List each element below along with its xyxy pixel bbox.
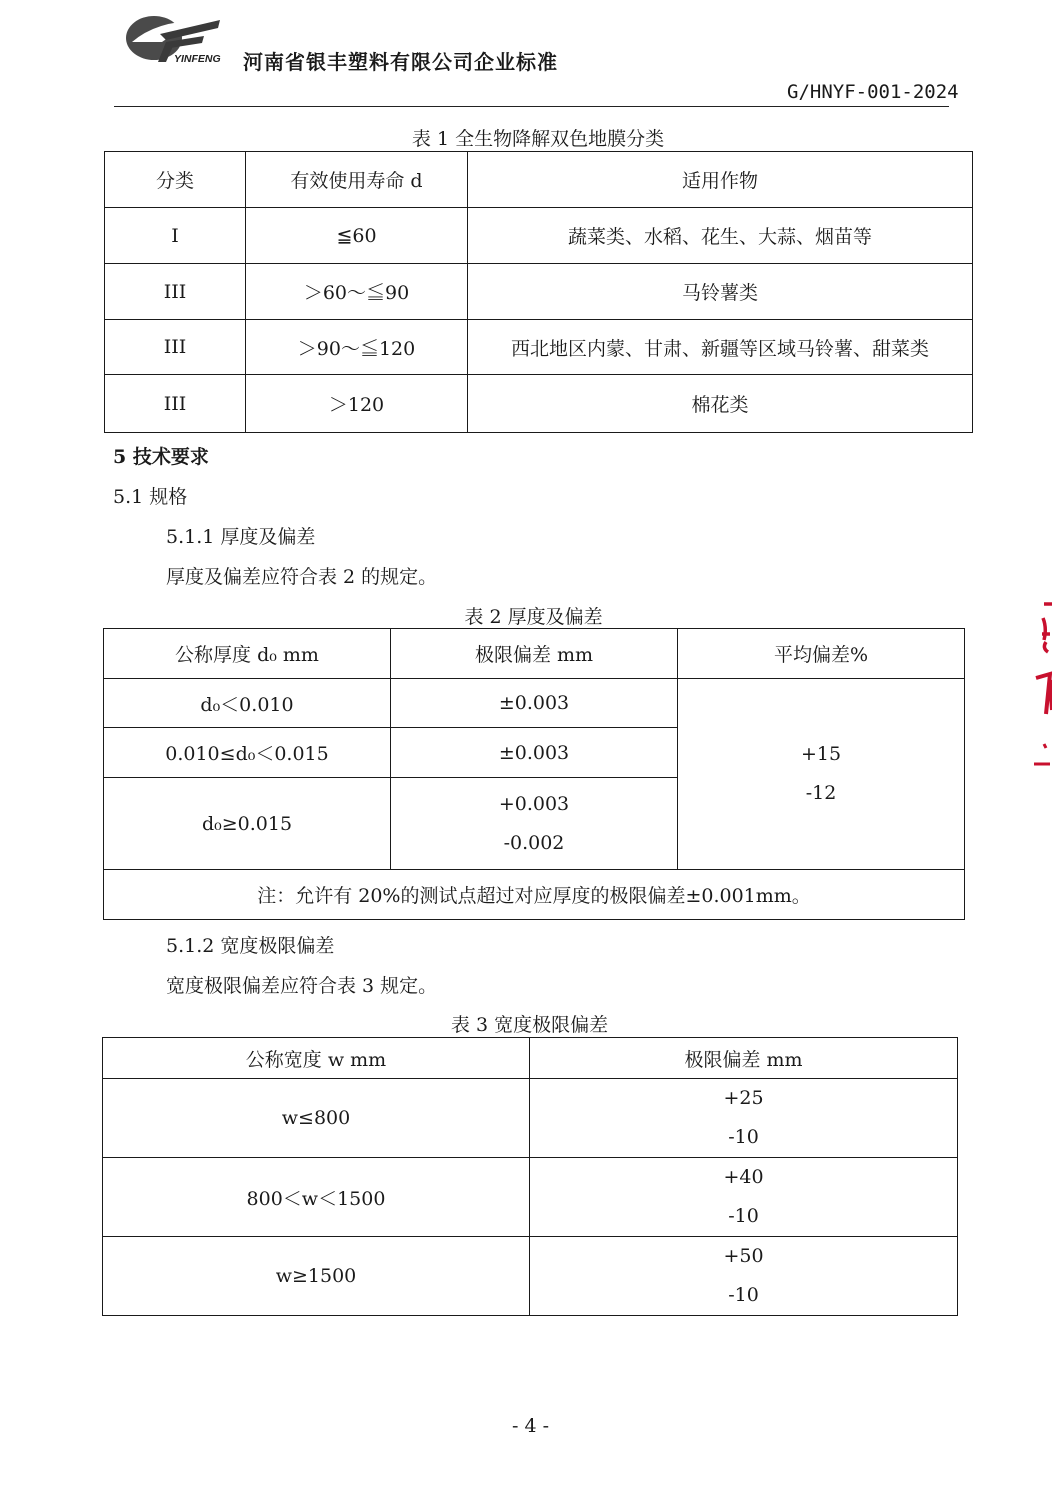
deviation-minus: -0.002 — [503, 831, 565, 854]
table-cell: ±0.003 — [391, 679, 678, 728]
table-row — [104, 679, 965, 728]
deviation-plus: +0.003 — [498, 792, 570, 815]
logo-text: YINFENG — [174, 53, 221, 65]
subsection-title: 5.1 规格 — [113, 486, 188, 508]
table-row — [105, 320, 973, 375]
table-cell: w≥1500 — [103, 1237, 530, 1316]
table1-caption: 表 1 全生物降解双色地膜分类 — [411, 128, 665, 150]
table1-header-cell: 分类 — [105, 152, 246, 208]
table-cell: w≤800 — [103, 1079, 530, 1158]
table3-header-cell: 公称宽度 w mm — [103, 1038, 530, 1079]
table-cell: ≦60 — [246, 208, 468, 264]
paragraph: 厚度及偏差应符合表 2 的规定。 — [166, 566, 438, 588]
table1 — [104, 151, 973, 433]
table-cell: 0.010≤d₀＜0.015 — [104, 728, 391, 778]
table1-header-row — [105, 152, 973, 208]
table-cell: 800＜w＜1500 — [103, 1158, 530, 1237]
table1-header-cell: 有效使用寿命 d — [246, 152, 468, 208]
table2-header-cell: 公称厚度 d₀ mm — [104, 629, 391, 679]
table-cell: d₀≥0.015 — [104, 778, 391, 870]
table-cell — [530, 1079, 958, 1158]
deviation-minus: -10 — [728, 1126, 759, 1148]
table-cell: 棉花类 — [468, 375, 973, 433]
subsection-title: 5.1.1 厚度及偏差 — [166, 526, 316, 548]
table-cell: III — [105, 375, 246, 433]
deviation-plus: +40 — [723, 1166, 764, 1188]
table-cell — [391, 778, 678, 870]
seal-stamp-partial — [1030, 598, 1052, 774]
table-row — [103, 1237, 958, 1316]
table2-header-row — [104, 629, 965, 679]
table1-header-cell: 适用作物 — [468, 152, 973, 208]
subsection-title: 5.1.2 宽度极限偏差 — [166, 935, 335, 957]
table2-header-cell: 极限偏差 mm — [391, 629, 678, 679]
table-cell — [530, 1237, 958, 1316]
standard-code: G/HNYF-001-2024 — [787, 81, 959, 103]
section-title: 5 技术要求 — [113, 446, 209, 468]
table3-header-row — [103, 1038, 958, 1079]
table2-caption: 表 2 厚度及偏差 — [464, 606, 603, 628]
header-divider — [114, 106, 949, 107]
deviation-plus: +50 — [723, 1245, 764, 1267]
table-cell: 西北地区内蒙、甘肃、新疆等区域马铃薯、甜菜类 — [468, 320, 973, 375]
table-row — [104, 870, 965, 920]
company-logo — [122, 12, 230, 68]
page-number: - 4 - — [511, 1415, 549, 1437]
table-row — [103, 1158, 958, 1237]
table-row — [105, 208, 973, 264]
average-deviation-plus: +15 — [800, 743, 842, 765]
average-deviation-minus: -12 — [805, 782, 837, 804]
deviation-plus: +25 — [723, 1087, 764, 1109]
table3-caption: 表 3 宽度极限偏差 — [450, 1014, 609, 1036]
table3-header-cell: 极限偏差 mm — [530, 1038, 958, 1079]
table3 — [102, 1037, 958, 1316]
table-row — [103, 1079, 958, 1158]
table-cell: I — [105, 208, 246, 264]
average-deviation-cell — [678, 679, 965, 870]
table2-note: 注：允许有 20%的测试点超过对应厚度的极限偏差±0.001mm。 — [104, 870, 965, 920]
table-cell: ＞120 — [246, 375, 468, 433]
table-cell: ＞60～≦90 — [246, 264, 468, 320]
table-cell — [530, 1158, 958, 1237]
table-cell: ±0.003 — [391, 728, 678, 778]
table-cell: III — [105, 264, 246, 320]
table2-header-cell: 平均偏差% — [678, 629, 965, 679]
table2 — [103, 628, 965, 920]
paragraph: 宽度极限偏差应符合表 3 规定。 — [166, 975, 438, 997]
table-cell: ＞90～≦120 — [246, 320, 468, 375]
table-row — [105, 375, 973, 433]
deviation-minus: -10 — [728, 1284, 759, 1306]
table-cell: 马铃薯类 — [468, 264, 973, 320]
company-name: 河南省银丰塑料有限公司企业标准 — [243, 50, 558, 74]
table-cell: III — [105, 320, 246, 375]
table-cell: 蔬菜类、水稻、花生、大蒜、烟苗等 — [468, 208, 973, 264]
table-cell: d₀＜0.010 — [104, 679, 391, 728]
table-row — [105, 264, 973, 320]
deviation-minus: -10 — [728, 1205, 759, 1227]
